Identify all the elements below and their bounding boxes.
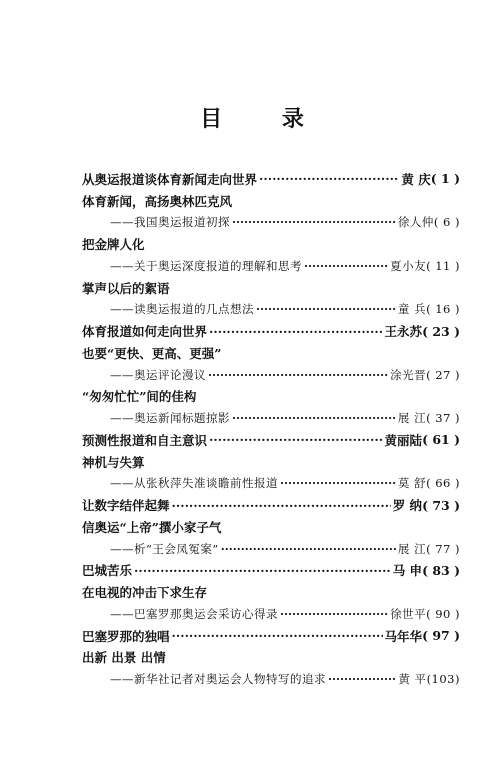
- toc-entry-title: “匆匆忙忙”间的佳构: [82, 389, 197, 405]
- toc-entry-page: ( 66 ): [426, 476, 460, 491]
- toc-entry: [82, 342, 460, 364]
- toc-entry-subtitle: [82, 212, 460, 234]
- dot-leader: [209, 324, 383, 339]
- toc-entry-page: ( 1 ): [430, 171, 460, 187]
- toc-entry-page: (103): [426, 672, 460, 687]
- toc-entry-subtitle: [82, 407, 460, 429]
- toc-entry-title: 体育新闻，高扬奥林匹克风: [82, 193, 233, 209]
- toc-entry: [82, 386, 460, 408]
- dot-leader: [304, 259, 388, 273]
- toc-entry-page: ( 37 ): [426, 411, 460, 426]
- toc-entry-title: 巴塞罗那的独唱: [82, 628, 170, 644]
- toc-entry-author: 夏小友: [390, 258, 427, 273]
- toc-entry-page: ( 27 ): [426, 367, 460, 382]
- toc-entry-title: 掌声以后的絮语: [82, 280, 170, 296]
- toc-entry-title: 信奥运“上帝”撰小家子气: [82, 519, 222, 535]
- toc-entry-title: 让数字结伴起舞: [82, 498, 170, 514]
- toc-entry-title: 把金牌人化: [82, 237, 145, 253]
- toc-entry: [82, 233, 460, 255]
- toc-entry: [82, 320, 460, 342]
- toc-entry-title: 在电视的冲击下求生存: [82, 585, 208, 601]
- toc-entry-title: ——新华社记者对奥运会人物特写的追求: [110, 672, 326, 687]
- toc-entry-title: ——读奥运报道的几点想法: [110, 302, 254, 317]
- toc-entry-title: 巴城苦乐: [82, 563, 133, 579]
- toc-entry-author: 展 江: [397, 541, 427, 556]
- toc-entry-author: 马年华: [384, 628, 423, 644]
- toc-entry: [82, 494, 460, 516]
- toc-entry-subtitle: [82, 538, 460, 560]
- toc-entry-page: ( 61 ): [422, 432, 460, 448]
- toc-entry-page: ( 6 ): [433, 215, 460, 230]
- dot-leader: [221, 542, 396, 556]
- dot-leader: [209, 432, 383, 447]
- toc-entry-author: 王永苏: [384, 324, 423, 340]
- toc-entry-title: 从奥运报道谈体育新闻走向世界: [82, 171, 258, 187]
- toc-entry-subtitle: [82, 364, 460, 386]
- toc-entry-author: 展 江: [397, 411, 427, 426]
- toc-entry-title: 出新 出景 出情: [82, 650, 166, 666]
- toc-entry: [82, 451, 460, 473]
- dot-leader: [232, 411, 396, 425]
- toc-entry-author: 徐世平: [390, 606, 427, 621]
- toc-entry: [82, 168, 460, 190]
- toc-entry-title: ——奥运新闻标题掠影: [110, 411, 230, 426]
- dot-leader: [280, 607, 388, 621]
- toc-entry-title: ——析“王会凤冤案”: [110, 541, 219, 556]
- dot-leader: [328, 672, 396, 686]
- toc-entry-page: ( 73 ): [422, 497, 460, 513]
- toc-entry: [82, 560, 460, 582]
- toc-entry: [82, 581, 460, 603]
- table-of-contents: [82, 168, 460, 690]
- toc-entry-author: 涂光晋: [390, 367, 427, 382]
- toc-entry-page: ( 90 ): [426, 606, 460, 621]
- toc-entry-author: 童 兵: [397, 302, 427, 317]
- toc-entry-title: ——巴塞罗那奥运会采访心得录: [110, 606, 278, 621]
- toc-entry-page: ( 11 ): [426, 258, 460, 273]
- toc-entry-page: ( 23 ): [422, 323, 460, 339]
- toc-entry-author: 徐人仲: [397, 215, 434, 230]
- dot-leader: [208, 368, 388, 382]
- toc-entry-title: ——我国奥运报道初探: [110, 215, 230, 230]
- toc-entry-title: ——从张秋萍失准谈瞻前性报道: [110, 476, 278, 491]
- toc-entry-subtitle: [82, 473, 460, 495]
- toc-entry-subtitle: [82, 603, 460, 625]
- toc-entry-title: 神机与失算: [82, 454, 145, 470]
- toc-entry-title: 体育报道如何走向世界: [82, 324, 208, 340]
- toc-entry-author: 莫 舒: [397, 476, 427, 491]
- dot-leader: [172, 628, 383, 643]
- dot-leader: [280, 476, 396, 490]
- toc-entry-author: 黄 平: [398, 672, 427, 687]
- toc-entry: [82, 429, 460, 451]
- toc-entry-author: 黄丽陆: [384, 432, 423, 448]
- toc-entry-subtitle: [82, 668, 460, 690]
- toc-entry-author: 黄 庆: [401, 171, 431, 187]
- toc-entry-subtitle: [82, 299, 460, 321]
- toc-entry-title: 也要“更快、更高、更强”: [82, 345, 222, 361]
- toc-entry-author: 罗 纳: [392, 498, 423, 514]
- toc-entry-author: 马 申: [392, 563, 423, 579]
- toc-entry: [82, 625, 460, 647]
- dot-leader: [232, 215, 396, 229]
- toc-entry: [82, 647, 460, 669]
- toc-entry-page: ( 16 ): [426, 302, 460, 317]
- toc-entry-page: ( 83 ): [422, 562, 460, 578]
- toc-entry: [82, 277, 460, 299]
- toc-entry-page: ( 77 ): [426, 541, 460, 556]
- toc-entry: [82, 190, 460, 212]
- toc-entry-title: ——奥运评论漫议: [110, 367, 206, 382]
- page-title: 目 录: [200, 107, 330, 132]
- toc-entry: [82, 516, 460, 538]
- dot-leader: [259, 171, 399, 186]
- dot-leader: [134, 563, 391, 578]
- toc-entry-subtitle: [82, 255, 460, 277]
- toc-entry-page: ( 97 ): [422, 628, 460, 644]
- dot-leader: [256, 302, 396, 316]
- dot-leader: [172, 498, 391, 513]
- toc-entry-title: ——关于奥运深度报道的理解和思考: [110, 258, 302, 273]
- toc-entry-title: 预测性报道和自主意识: [82, 432, 208, 448]
